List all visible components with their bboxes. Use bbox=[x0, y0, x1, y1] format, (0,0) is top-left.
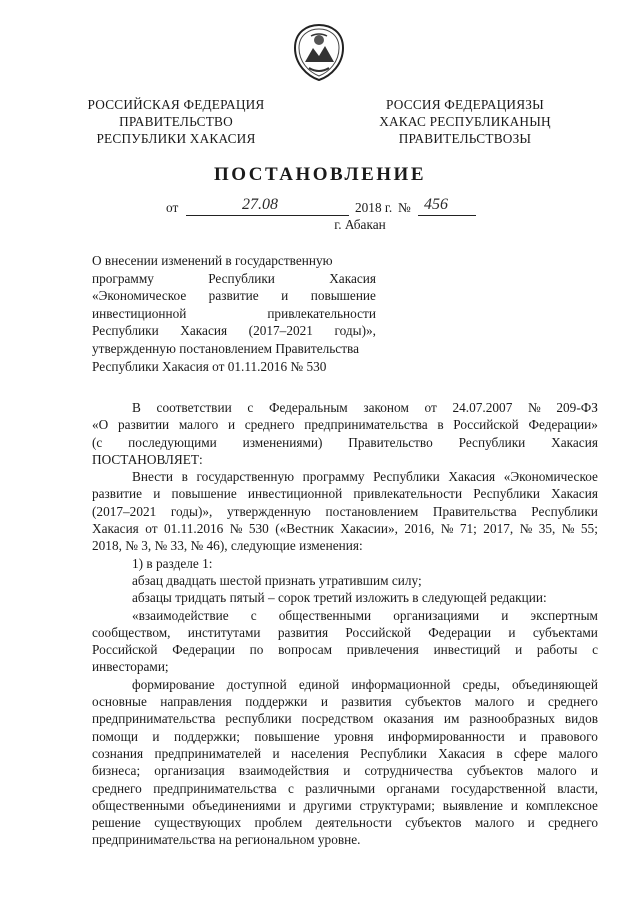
body-line: ПОСТАНОВЛЯЕТ: bbox=[92, 451, 203, 467]
number-sign: № bbox=[398, 200, 411, 215]
subject-line: утвержденную постановлением Правительства bbox=[92, 340, 360, 356]
date-prefix: от bbox=[166, 200, 179, 215]
header-right-line: ПРАВИТЕЛЬСТВОЗЫ bbox=[398, 131, 532, 146]
header-right-line: ХАКАС РЕСПУБЛИКАНЫҢ bbox=[379, 114, 551, 129]
city: г. Абакан bbox=[334, 217, 386, 232]
body-line: Хакасия от 01.11.2016 № 530 («Вестник Хакасии», 2016, № 71; 2017, № 35, № 55; bbox=[92, 521, 598, 537]
header-right-line: РОССИЯ ФЕДЕРАЦИЯЗЫ bbox=[386, 97, 544, 112]
body-line: «О развитии малого и среднего предпринимательства в Российской Федерации» bbox=[92, 417, 598, 433]
body-line: «взаимодействие с общественными организациями и экспертным bbox=[132, 607, 598, 623]
body-line: (2017–2021 годы)», утвержденную постановлением Правительства Республики bbox=[92, 503, 598, 519]
subject-line: «Экономическое развитие и повышение bbox=[92, 288, 376, 304]
handwritten-number: 456 bbox=[424, 196, 448, 213]
body-line: предпринимательства на региональном уровне. bbox=[92, 832, 361, 848]
subject-line: Республики Хакасия от 01.11.2016 № 530 bbox=[92, 358, 327, 374]
body-line: общественными объединениями и другими структурами; выявление и комплексное bbox=[92, 797, 598, 813]
handwritten-date: 27.08 bbox=[242, 196, 278, 213]
body-line: развитие и повышение инвестиционной привлекательности Республики Хакасия bbox=[92, 486, 598, 502]
body-line: Российской Федерации по вопросам привлечения инвестиций и работы с bbox=[92, 642, 598, 658]
subject-line: программу Республики Хакасия bbox=[92, 270, 376, 286]
body-line: В соответствии с Федеральным законом от 24.07.2007 № 209-ФЗ bbox=[132, 400, 598, 415]
body-line: (с последующими изменениями) Правительство Республики Хакасия bbox=[92, 434, 598, 450]
subject-line: Республики Хакасия (2017–2021 годы)», bbox=[92, 323, 376, 339]
body-line: абзацы тридцать пятый – сорок третий изложить в следующей редакции: bbox=[132, 590, 547, 606]
header-left-line: РЕСПУБЛИКИ ХАКАСИЯ bbox=[96, 131, 256, 146]
body-line: 1) в разделе 1: bbox=[132, 555, 213, 571]
body-line: основные направления поддержки и развития субъектов малого и среднего bbox=[92, 694, 598, 710]
subject-line: инвестиционной привлекательности bbox=[92, 305, 376, 321]
body-line: помощи и поддержки; повышение уровня информированности и правового bbox=[92, 728, 598, 744]
header-left-line: ПРАВИТЕЛЬСТВО bbox=[119, 114, 233, 129]
header-left bbox=[72, 96, 280, 147]
document-title: ПОСТАНОВЛЕНИЕ bbox=[213, 164, 427, 185]
header-left-line: РОССИЙСКАЯ ФЕДЕРАЦИЯ bbox=[87, 97, 265, 112]
body-line: сознания предпринимателей и населения Республики Хакасия в сфере малого bbox=[92, 745, 598, 761]
body-line: Внести в государственную программу Республики Хакасия «Экономическое bbox=[132, 469, 598, 485]
body-line: абзац двадцать шестой признать утратившим силу; bbox=[132, 572, 422, 588]
body-line: решение существующих проблем деятельности субъектов малого и среднего bbox=[92, 815, 598, 831]
body-line: 2018, № 3, № 33, № 46), следующие изменения: bbox=[92, 538, 363, 554]
year-label: 2018 г. bbox=[355, 200, 393, 215]
body-line: формирование доступной единой информационной среды, объединяющей bbox=[132, 676, 598, 692]
body-line: бизнеса; организация взаимодействия и сотрудничества субъектов малого и bbox=[92, 763, 598, 779]
body-line: предпринимательства республики посредством оказания им разнообразных видов bbox=[92, 711, 598, 727]
number-underline bbox=[418, 215, 476, 216]
subject-block bbox=[92, 252, 376, 375]
body-text bbox=[92, 399, 598, 849]
coat-of-arms-icon bbox=[291, 22, 347, 82]
body-line: сообществом, институтами развития Российской Федерации и субъектами bbox=[92, 624, 598, 640]
subject-line: О внесении изменений в государственную bbox=[92, 253, 333, 268]
body-line: среднего предпринимательства с различными органами государственной власти, bbox=[92, 780, 598, 796]
header-right bbox=[356, 96, 574, 147]
body-line: инвесторами; bbox=[92, 659, 169, 675]
date-underline bbox=[186, 215, 349, 216]
